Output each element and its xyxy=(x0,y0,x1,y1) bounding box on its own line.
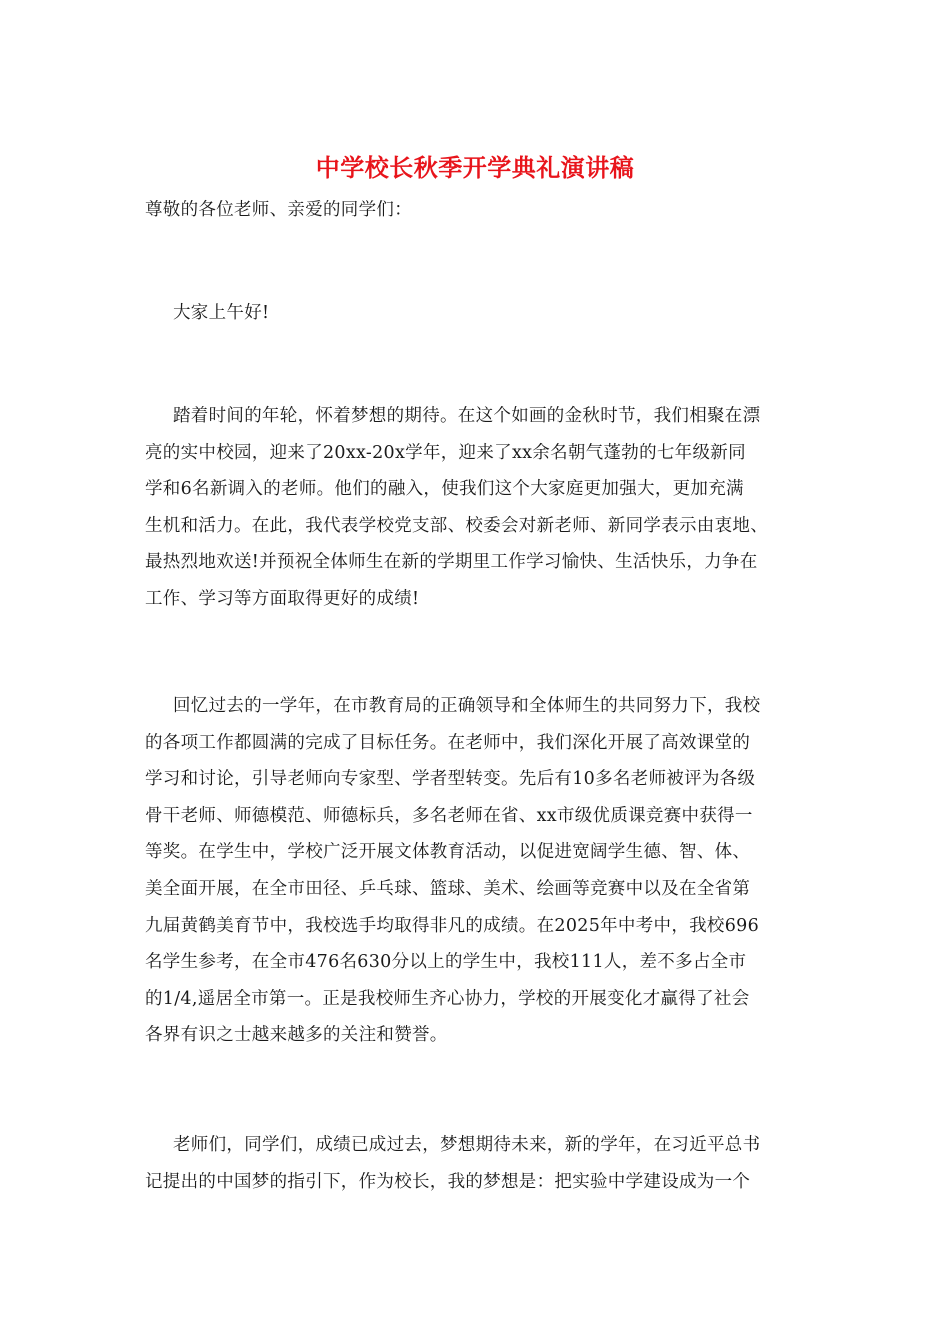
paragraph-line: 的各项工作都圆满的完成了目标任务。在老师中，我们深化开展了高效课堂的 xyxy=(145,732,751,753)
paragraph-greeting xyxy=(145,295,810,332)
paragraph-line: 学习和讨论，引导老师向专家型、学者型转变。先后有10多名老师被评为各级 xyxy=(145,769,756,790)
paragraph-line: 老师们，同学们，成绩已成过去，梦想期待未来，新的学年，在习近平总书 xyxy=(173,1135,761,1155)
paragraph-line: 记提出的中国梦的指引下，作为校长，我的梦想是：把实验中学建设成为一个 xyxy=(145,1171,751,1192)
paragraph-line: 工作、学习等方面取得更好的成绩! xyxy=(145,588,420,609)
paragraph-line: 最热烈地欢送!并预祝全体师生在新的学期里工作学习愉快、生活快乐，力争在 xyxy=(145,552,758,573)
document-title: 中学校长秋季开学典礼演讲稿 xyxy=(315,153,635,182)
paragraph-line: 亮的实中校园，迎来了20xx-20x学年，迎来了xx余名朝气蓬勃的七年级新同 xyxy=(145,442,746,463)
paragraph-line: 九届黄鹤美育节中，我校选手均取得非凡的成绩。在2025年中考中，我校696 xyxy=(145,915,760,936)
paragraph-line: 回忆过去的一学年，在市教育局的正确领导和全体师生的共同努力下，我校 xyxy=(173,696,761,716)
paragraph-line: 等奖。在学生中，学校广泛开展文体教育活动，以促进宽阔学生德、智、体、 xyxy=(145,842,751,863)
paragraph-welcome xyxy=(145,398,810,618)
salutation: 尊敬的各位老师、亲爱的同学们： xyxy=(145,200,412,220)
paragraph-line: 学和6名新调入的老师。他们的融入，使我们这个大家庭更加强大，更加充满 xyxy=(145,479,744,500)
paragraph-line: 骨干老师、师德模范、师德标兵，多名老师在省、xx市级优质课竞赛中获得一 xyxy=(145,805,753,826)
paragraph-line: 的1/4,遥居全市第一。正是我校师生齐心协力，学校的开展变化才赢得了社会 xyxy=(145,988,750,1009)
paragraph-line: 美全面开展，在全市田径、乒乓球、篮球、美术、绘画等竞赛中以及在全省第 xyxy=(145,878,751,899)
paragraph-line: 生机和活力。在此，我代表学校党支部、校委会对新老师、新同学表示由衷地、 xyxy=(145,515,768,536)
paragraph-future xyxy=(145,1127,810,1200)
paragraph-line: 名学生参考，在全市476名630分以上的学生中，我校111人，差不多占全市 xyxy=(145,952,747,973)
paragraph-line: 大家上午好! xyxy=(173,303,270,323)
paragraph-line: 各界有识之士越来越多的关注和赞誉。 xyxy=(145,1025,448,1046)
paragraph-review xyxy=(145,688,810,1054)
paragraph-line: 踏着时间的年轮，怀着梦想的期待。在这个如画的金秋时节，我们相聚在漂 xyxy=(173,406,761,426)
